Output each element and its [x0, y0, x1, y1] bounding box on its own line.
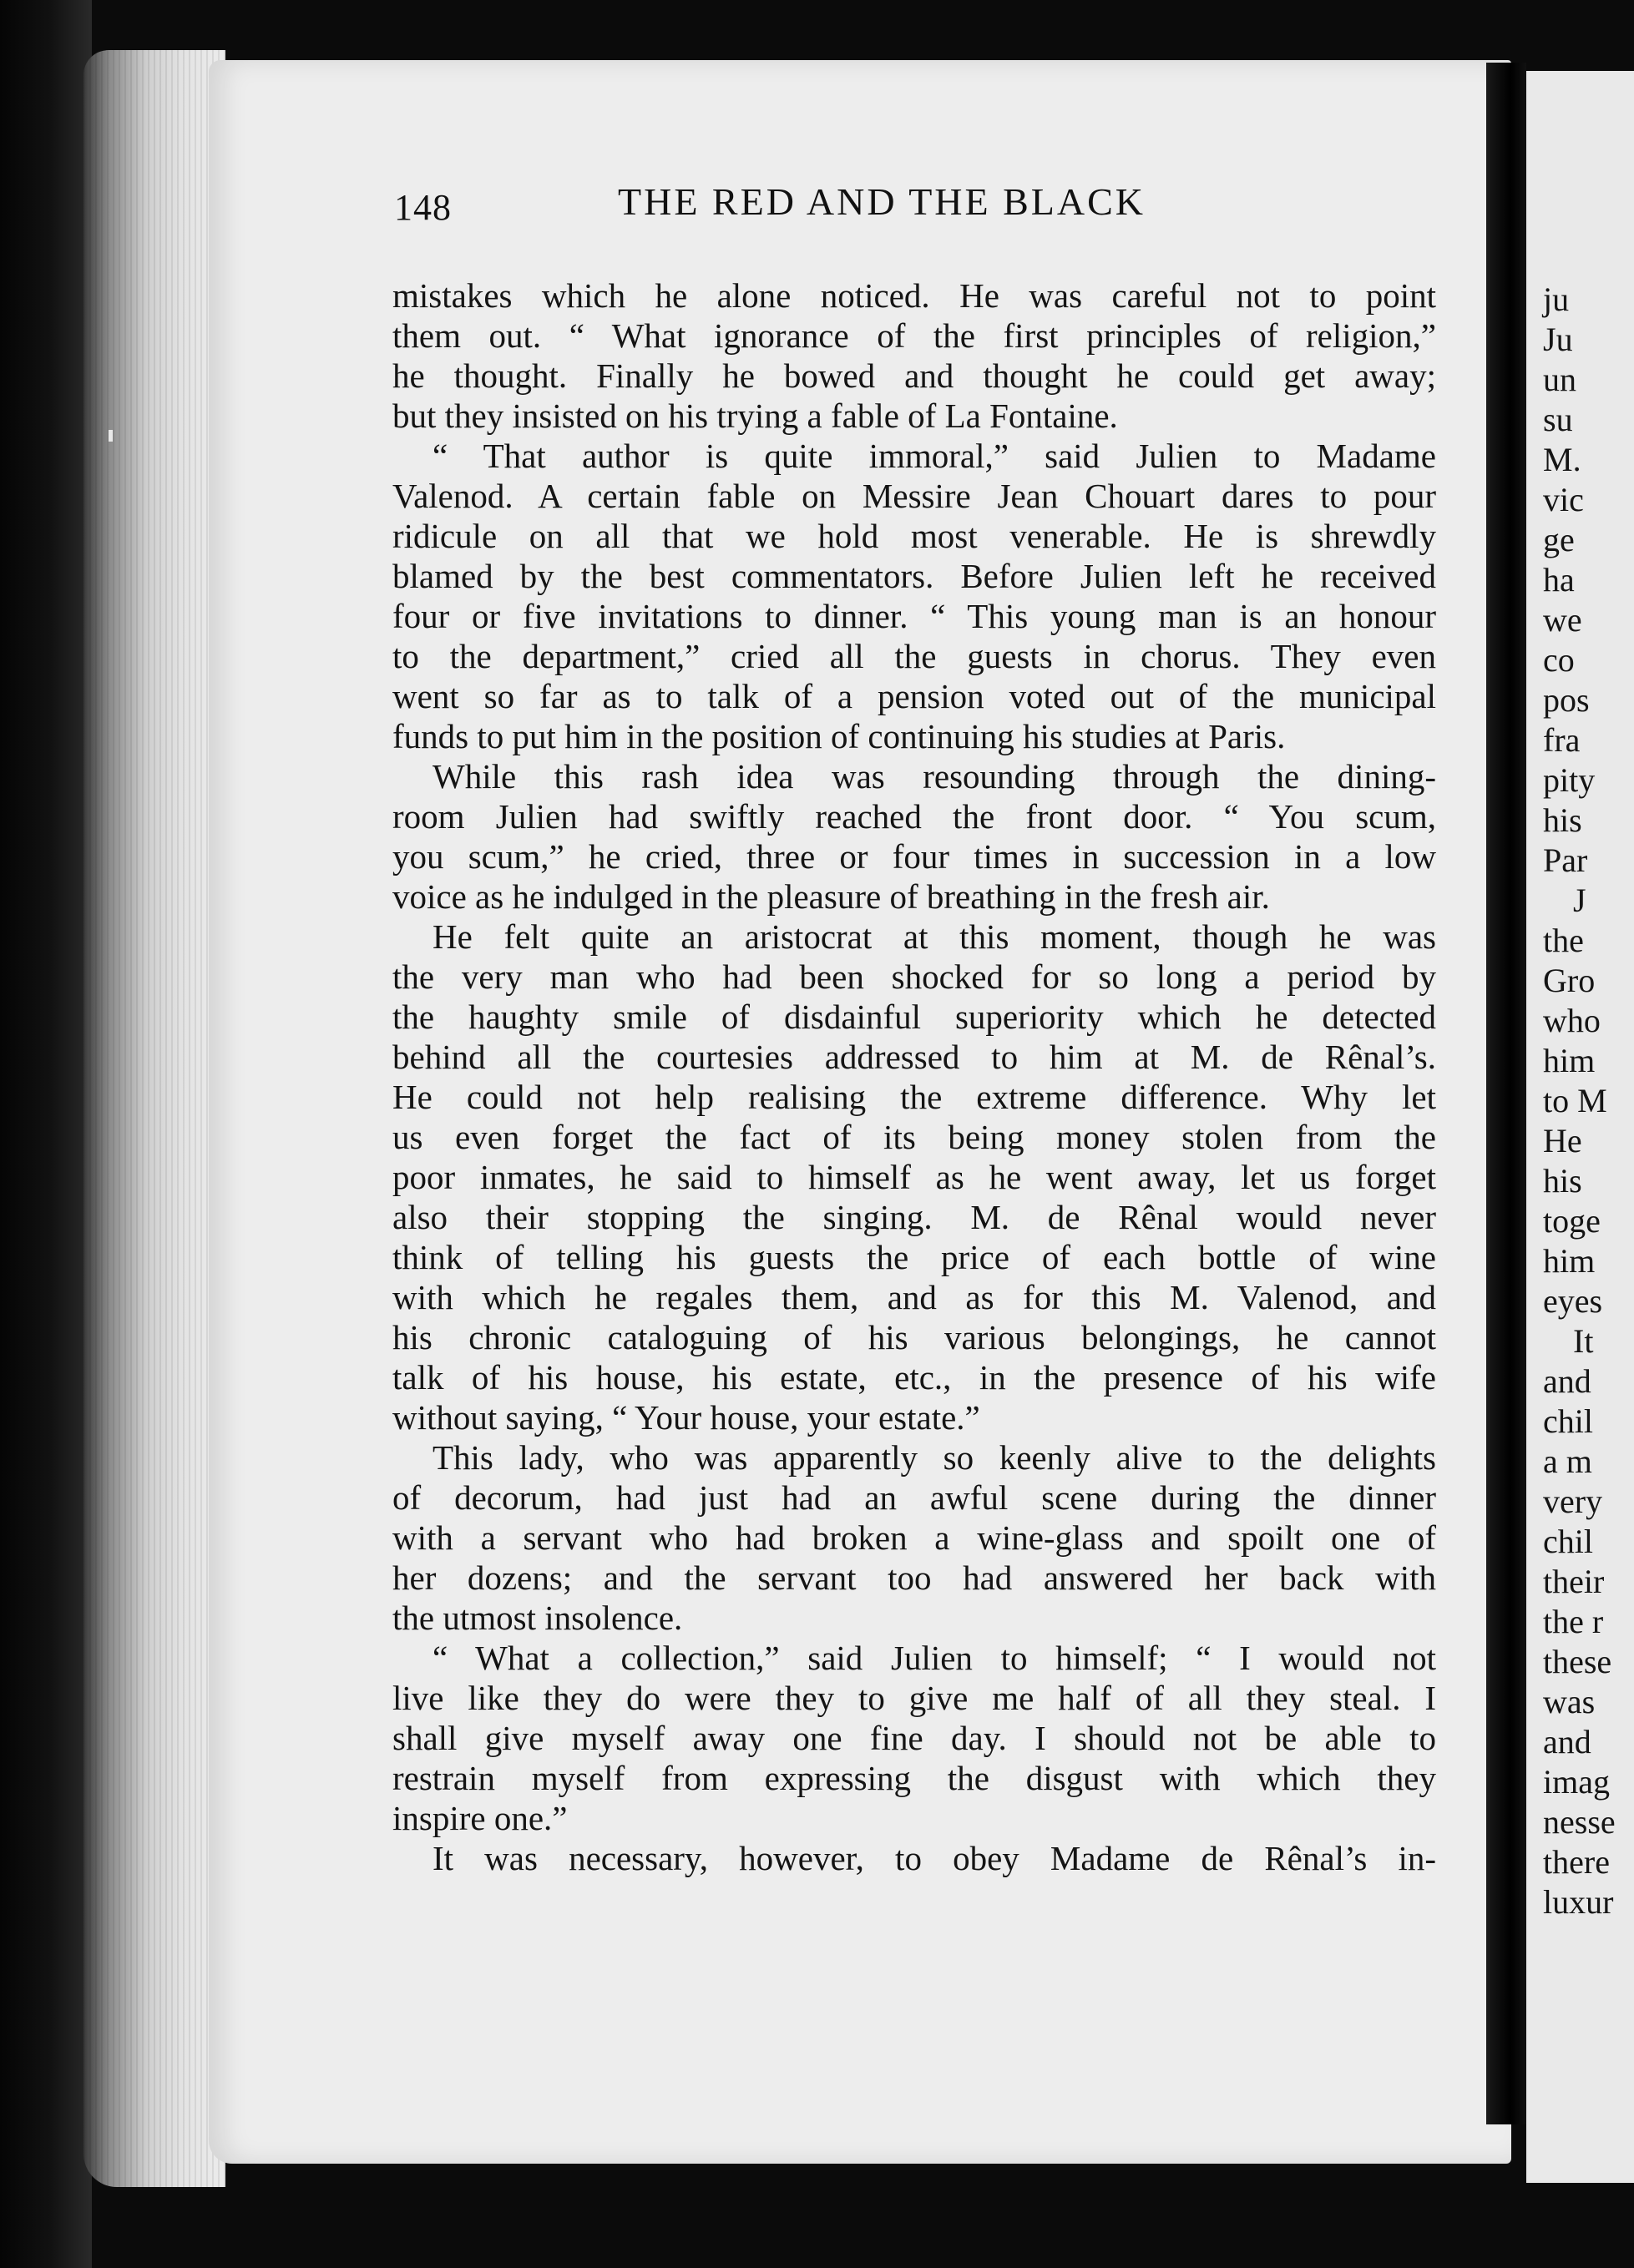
text-line: voice as he indulged in the pleasure of breathing in the fresh air.: [392, 877, 1270, 916]
text-line: with which he regales them, and as for this M. Valenod, and: [392, 1278, 1436, 1316]
facing-page-fragment: Ju: [1543, 321, 1573, 358]
text-line: talk of his house, his estate, etc., in the presence of his wife: [392, 1358, 1436, 1397]
facing-page-fragment: J: [1573, 881, 1586, 919]
text-line: shall give myself away one fine day. I should not be able to: [392, 1719, 1436, 1757]
text-line: mistakes which he alone noticed. He was careful not to point: [392, 276, 1436, 315]
facing-page-fragment: we: [1543, 601, 1582, 639]
text-line: inspire one.”: [392, 1799, 568, 1837]
text-line: he thought. Finally he bowed and thought he could get away;: [392, 356, 1436, 395]
text-line: to the department,” cried all the guests in chorus. They even: [392, 637, 1436, 675]
text-line: of decorum, had just had an awful scene during the dinner: [392, 1478, 1436, 1517]
body-text: [392, 275, 1436, 1878]
book-spine: [1486, 63, 1526, 2124]
text-line: live like they do were they to give me half of all they steal. I: [392, 1679, 1436, 1717]
facing-page-fragment: and: [1543, 1362, 1591, 1400]
facing-page-fragment: Gro: [1543, 962, 1596, 999]
facing-page-fragment: su: [1543, 401, 1573, 438]
running-title: THE RED AND THE BLACK: [618, 180, 1146, 223]
text-line: behind all the courtesies addressed to him at M. de Rênal’s.: [392, 1038, 1436, 1076]
text-line: funds to put him in the position of continuing his studies at Paris.: [392, 717, 1286, 755]
facing-page-fragment: luxur: [1543, 1883, 1614, 1921]
text-line: also their stopping the singing. M. de Rênal would never: [392, 1198, 1436, 1236]
facing-page-text: [1543, 280, 1634, 1922]
text-line: us even forget the fact of its being money stolen from the: [392, 1118, 1436, 1156]
text-line: you scum,” he cried, three or four times in succession in a low: [392, 837, 1436, 876]
text-line: went so far as to talk of a pension voted out of the municipal: [392, 677, 1436, 715]
facing-page: [1526, 71, 1634, 2183]
text-line: the very man who had been shocked for so long a period by: [392, 957, 1436, 996]
page-header: [394, 179, 1438, 238]
facing-page-fragment: these: [1543, 1643, 1612, 1680]
text-line: Valenod. A certain fable on Messire Jean Chouart dares to pour: [392, 477, 1436, 515]
left-shadow-edge: [0, 0, 92, 2268]
page-number: 148: [394, 187, 452, 228]
text-line: ridicule on all that we hold most venerable. He is shrewdly: [392, 517, 1436, 555]
facing-page-fragment: him: [1543, 1242, 1596, 1280]
facing-page-fragment: his: [1543, 1162, 1582, 1200]
text-line: but they insisted on his trying a fable of La Fontaine.: [392, 397, 1118, 435]
text-line: her dozens; and the servant too had answered her back with: [392, 1558, 1436, 1597]
facing-page-fragment: nesse: [1543, 1803, 1616, 1841]
text-line: restrain myself from expressing the disgust with which they: [392, 1759, 1436, 1797]
text-line: without saying, “ Your house, your estate.”: [392, 1398, 980, 1437]
text-line: four or five invitations to dinner. “ This young man is an honour: [392, 597, 1436, 635]
facing-page-fragment: the r: [1543, 1603, 1604, 1640]
text-line: “ What a collection,” said Julien to himself; “ I would not: [433, 1639, 1436, 1677]
facing-page-fragment: pos: [1543, 681, 1590, 719]
facing-page-fragment: It: [1573, 1322, 1594, 1360]
facing-page-fragment: and: [1543, 1723, 1591, 1760]
text-line: He felt quite an aristocrat at this moment, though he was: [433, 917, 1436, 956]
text-line: the utmost insolence.: [392, 1599, 683, 1637]
facing-page-fragment: a m: [1543, 1442, 1592, 1480]
facing-page-fragment: chil: [1543, 1523, 1593, 1560]
facing-page-fragment: his: [1543, 801, 1582, 839]
text-line: While this rash idea was resounding through the dining-: [433, 757, 1436, 796]
text-line: blamed by the best commentators. Before Julien left he received: [392, 557, 1436, 595]
facing-page-fragment: M.: [1543, 441, 1581, 478]
text-line: This lady, who was apparently so keenly alive to the delights: [433, 1438, 1436, 1477]
facing-page-fragment: Par: [1543, 841, 1588, 879]
text-line: them out. “ What ignorance of the first principles of religion,”: [392, 316, 1436, 355]
facing-page-fragment: vic: [1543, 481, 1584, 518]
text-line: room Julien had swiftly reached the front door. “ You scum,: [392, 797, 1436, 836]
facing-page-fragment: who: [1543, 1002, 1601, 1039]
facing-page-fragment: there: [1543, 1843, 1610, 1881]
facing-page-fragment: to M: [1543, 1082, 1607, 1119]
facing-page-fragment: ge: [1543, 521, 1575, 558]
facing-page-fragment: ha: [1543, 561, 1575, 599]
page-block-edges: [83, 50, 225, 2187]
facing-page-fragment: co: [1543, 641, 1575, 679]
facing-page-fragment: him: [1543, 1042, 1596, 1079]
facing-page-fragment: toge: [1543, 1202, 1601, 1240]
text-line: He could not help realising the extreme difference. Why let: [392, 1078, 1436, 1116]
text-line: the haughty smile of disdainful superiority which he detected: [392, 998, 1436, 1036]
facing-page-fragment: was: [1543, 1683, 1596, 1720]
edge-speck: [109, 430, 113, 442]
facing-page-fragment: pity: [1543, 761, 1596, 799]
facing-page-fragment: ju: [1543, 280, 1570, 318]
facing-page-fragment: imag: [1543, 1763, 1610, 1801]
facing-page-fragment: very: [1543, 1483, 1603, 1520]
facing-page-fragment: the: [1543, 922, 1584, 959]
text-line: with a servant who had broken a wine-glass and spoilt one of: [392, 1518, 1436, 1557]
text-line: think of telling his guests the price of each bottle of wine: [392, 1238, 1436, 1276]
facing-page-fragment: un: [1543, 361, 1576, 398]
text-line: “ That author is quite immoral,” said Julien to Madame: [433, 437, 1436, 475]
facing-page-fragment: chil: [1543, 1402, 1593, 1440]
facing-page-fragment: their: [1543, 1563, 1605, 1600]
text-line: It was necessary, however, to obey Madame de Rênal’s in-: [433, 1839, 1436, 1877]
facing-page-fragment: He: [1543, 1122, 1582, 1159]
text-line: poor inmates, he said to himself as he went away, let us forget: [392, 1158, 1436, 1196]
facing-page-fragment: fra: [1543, 721, 1581, 759]
facing-page-fragment: eyes: [1543, 1282, 1603, 1320]
text-line: his chronic cataloguing of his various belongings, he cannot: [392, 1318, 1436, 1356]
